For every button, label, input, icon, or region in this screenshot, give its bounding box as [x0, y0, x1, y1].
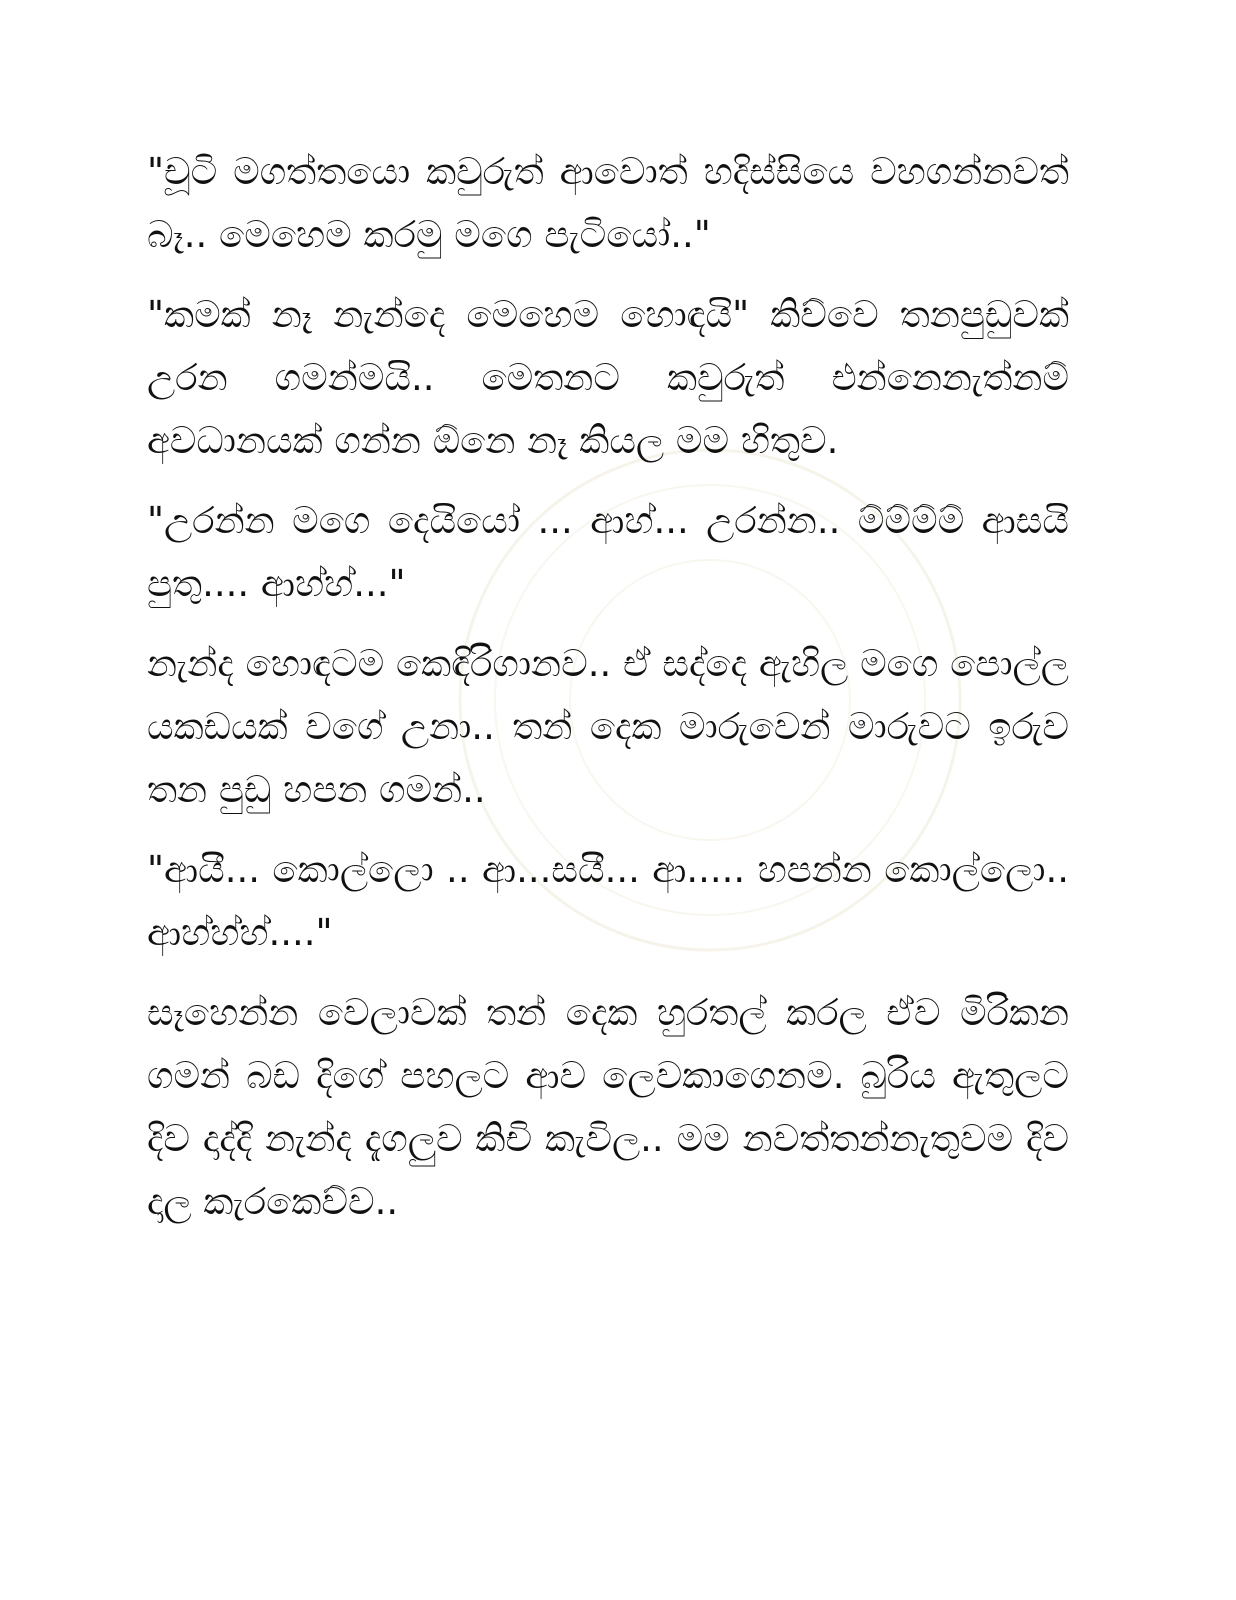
- body-text: [147, 140, 1069, 1250]
- paragraph-1: "චූටි මගත්තයො කවුරුත් ආවොත් හදිස්සියෙ වහගන්නවත් බෑ.. මෙහෙම කරමු මගෙ පැටියෝ..": [147, 150, 1069, 256]
- paragraph-3: "උරන්න මගෙ දෙයියෝ ... ආහ්... උරන්න.. ම්ම්ම්ම් ආසයි පුතු.... ආහ්හ්...": [147, 499, 1069, 605]
- paragraph-4: නැන්ද හොඳටම කෙඳිරිගානව.. ඒ සද්දෙ ඇහිල මගෙ පොල්ල යකඩයක් වගේ උනා.. තන් දෙක මාරුවෙන් මාරුවට ඉරුව තන පුඩු හපන ගමන්..: [147, 642, 1069, 811]
- paragraph-5: "ආයී... කොල්ලො .. ආ...සයී... ආ..... හපන්න කොල්ලො.. ආහ්හ්හ්....": [147, 848, 1069, 954]
- paragraph-6: සෑහෙන්න වෙලාවක් තන් දෙක හුරතල් කරල ඒව මිරිකන ගමන් බඩ දිගේ පහලට ආව ලෙවකාගෙනම. බුරිය ඇතුලට දිව දාද්දි නැන්ද දැගලුව කිචි කැවිල.. මම නවත්තන්නැතුවම දිව දාල කැරකෙව්ව..: [147, 991, 1069, 1223]
- paragraph-2: "කමක් නෑ නැන්දෙ මෙහෙම හොඳයි" කිව්වෙ තනපුඩුවක් උරන ගමන්මයි.. මෙතනට කවුරුත් එන්නෙනැත්නම් අවධානයක් ගන්න ඕනෙ නෑ කියල මම හිතුව.: [147, 293, 1069, 462]
